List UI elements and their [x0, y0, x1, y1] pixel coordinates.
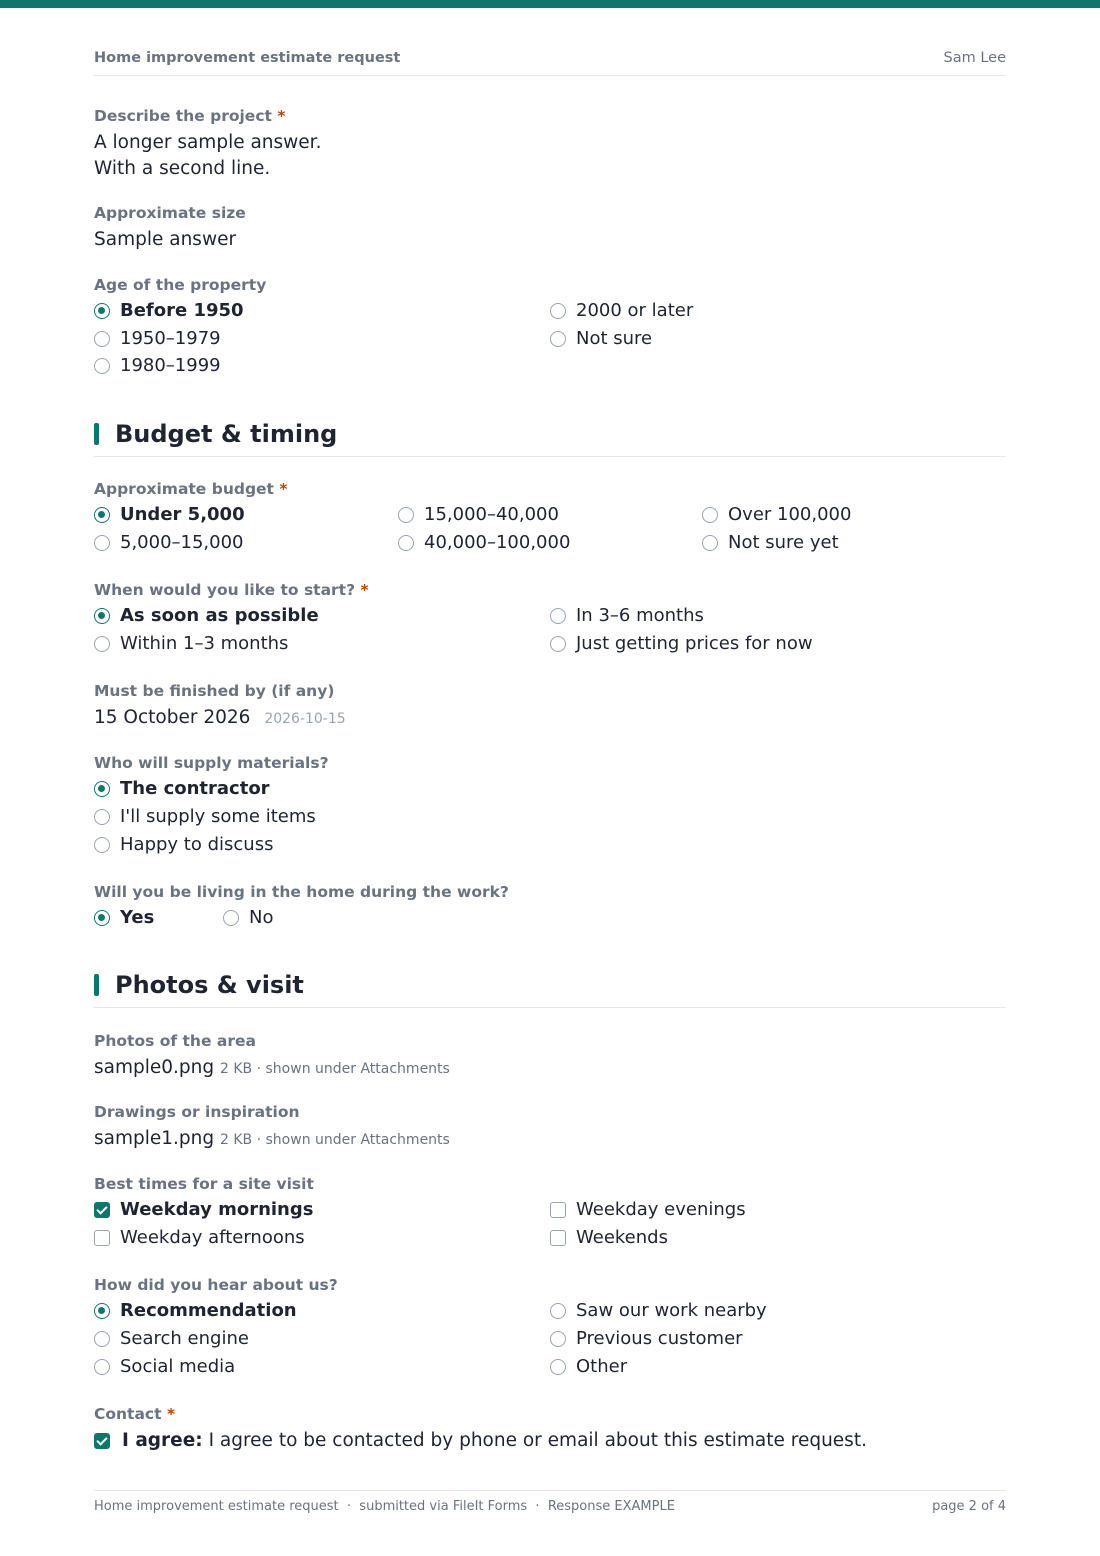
date-value: 15 October 2026: [94, 707, 251, 728]
field-label: Best times for a site visit: [94, 1175, 314, 1193]
radio-empty-icon: [94, 636, 110, 652]
field-label: Drawings or inspiration: [94, 1103, 300, 1121]
radio-empty-icon: [550, 303, 566, 319]
required-marker: *: [277, 107, 286, 125]
checkbox-empty-icon: [94, 1230, 110, 1246]
answer-value: Sample answer: [94, 229, 237, 250]
radio-empty-icon: [550, 608, 566, 624]
field-label: Describe the project: [94, 107, 272, 125]
field-label: Photos of the area: [94, 1032, 256, 1050]
field-label: Who will supply materials?: [94, 754, 329, 772]
field-photos-of-area: [94, 1031, 1006, 1082]
field-contact-consent: [94, 1404, 1006, 1460]
radio-selected-icon: [94, 303, 110, 319]
radio-empty-icon: [702, 535, 718, 551]
required-marker: *: [279, 480, 288, 498]
checkbox-empty-icon: [550, 1202, 566, 1218]
field-referral-source: How did you hear about us? Recommendation Search engine Social media Saw our work nearby Previous customer Other: [94, 1275, 1006, 1385]
radio-empty-icon: [550, 1303, 566, 1319]
field-label: Contact: [94, 1405, 162, 1423]
radio-empty-icon: [702, 507, 718, 523]
top-accent-bar: [0, 0, 1100, 8]
radio-selected-icon: [94, 507, 110, 523]
radio-empty-icon: [550, 1359, 566, 1375]
answer-line-1: A longer sample answer.: [94, 132, 322, 153]
field-approximate-budget: Approximate budget * Under 5,000 5,000–15,000 15,000–40,000 40,000–100,000 Over 100,000 Not sure yet: [94, 480, 852, 553]
field-describe-project: [94, 106, 1006, 182]
radio-empty-icon: [94, 1331, 110, 1347]
radio-empty-icon: [398, 507, 414, 523]
respondent-name: Sam Lee: [943, 50, 1006, 66]
section-accent-bar: [94, 423, 99, 445]
section-budget-timing: [94, 417, 1006, 457]
radio-empty-icon: [94, 809, 110, 825]
section-title: Photos & visit: [115, 971, 304, 999]
page-number: page 2 of 4: [932, 1499, 1006, 1514]
field-label: Will you be living in the home during the work?: [94, 883, 509, 901]
field-start-time: When would you like to start? * As soon as possible Within 1–3 months In 3–6 months Just getting prices for now: [94, 581, 813, 654]
radio-selected-icon: [94, 608, 110, 624]
attachment-meta: 2 KB · shown under Attachments: [220, 1132, 450, 1148]
attachment-filename: sample1.png: [94, 1128, 215, 1149]
checkbox-empty-icon: [550, 1230, 566, 1246]
field-finish-by: [94, 681, 1006, 732]
field-label: Age of the property: [94, 276, 267, 294]
required-marker: *: [360, 581, 369, 599]
field-drawings-inspiration: [94, 1102, 1006, 1153]
checkbox-checked-icon: [94, 1433, 110, 1449]
answer-line-2: With a second line.: [94, 158, 271, 179]
form-title: Home improvement estimate request: [94, 50, 401, 66]
footer-text: Home improvement estimate request · submitted via FileIt Forms · Response EXAMPLE: [94, 1499, 675, 1514]
radio-empty-icon: [550, 331, 566, 347]
radio-empty-icon: [94, 1359, 110, 1375]
field-materials-supplier: Who will supply materials? The contractor I'll supply some items Happy to discuss: [94, 753, 1006, 863]
page-header: [94, 48, 1006, 76]
radio-empty-icon: [550, 1331, 566, 1347]
field-site-visit-times: Best times for a site visit Weekday mornings Weekday afternoons Weekday evenings Weekends: [94, 1174, 1006, 1254]
section-accent-bar: [94, 974, 99, 996]
consent-text: I agree to be contacted by phone or email about this estimate request.: [208, 1430, 867, 1451]
radio-empty-icon: [398, 535, 414, 551]
field-label: Approximate budget: [94, 480, 274, 498]
radio-empty-icon: [94, 358, 110, 374]
radio-empty-icon: [94, 837, 110, 853]
field-approximate-size: [94, 203, 1006, 253]
page-footer: [94, 1490, 1006, 1522]
radio-empty-icon: [94, 331, 110, 347]
required-marker: *: [166, 1405, 176, 1423]
section-title: Budget & timing: [115, 420, 338, 448]
field-living-in-home: Will you be living in the home during the work? Yes No: [94, 882, 1006, 934]
field-label: Approximate size: [94, 204, 246, 222]
field-label: How did you hear about us?: [94, 1276, 338, 1294]
consent-bold: I agree:: [122, 1430, 203, 1451]
section-photos-visit: [94, 968, 1006, 1008]
attachment-meta: 2 KB · shown under Attachments: [220, 1061, 450, 1077]
attachment-filename: sample0.png: [94, 1057, 215, 1078]
checkbox-checked-icon: [94, 1202, 110, 1218]
field-label: When would you like to start?: [94, 581, 356, 599]
radio-empty-icon: [550, 636, 566, 652]
date-iso: 2026-10-15: [264, 711, 346, 727]
radio-selected-icon: [94, 1303, 110, 1319]
radio-selected-icon: [94, 781, 110, 797]
field-property-age: Age of the property Before 1950 1950–1979 1980–1999 2000 or later Not sure: [94, 275, 1006, 385]
radio-empty-icon: [94, 535, 110, 551]
field-label: Must be finished by (if any): [94, 682, 335, 700]
radio-empty-icon: [223, 910, 239, 926]
radio-selected-icon: [94, 910, 110, 926]
